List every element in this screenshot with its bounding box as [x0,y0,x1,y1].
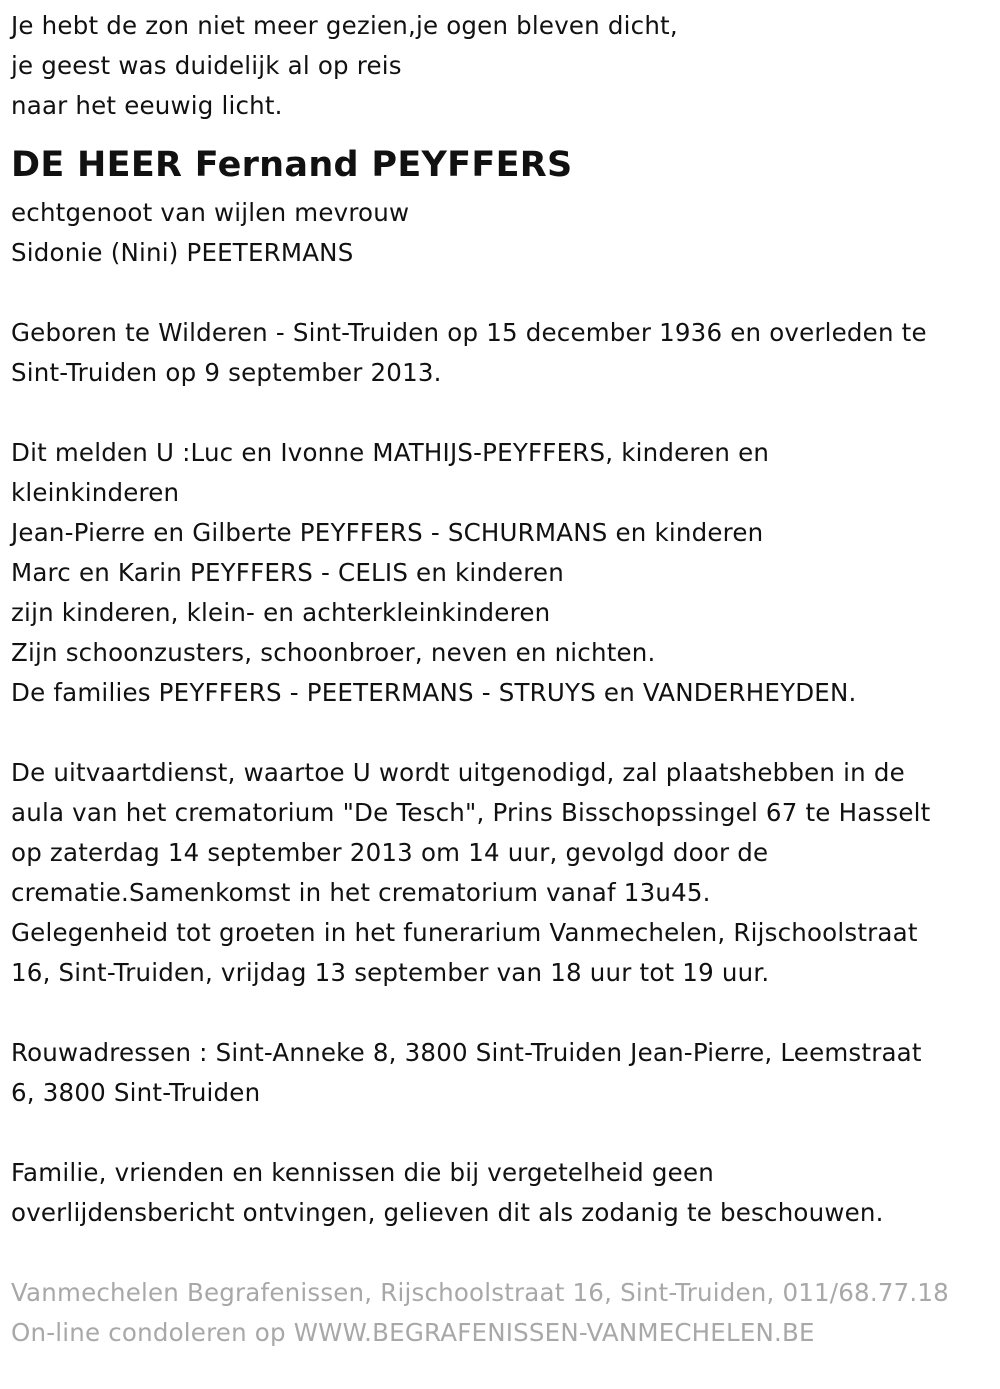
footer-contact: Vanmechelen Begrafenissen, Rijschoolstraat 16, Sint-Truiden, 011/68.77.18 [11,1278,949,1307]
family-line: zijn kinderen, klein- en achterkleinkinderen [11,598,551,627]
poem-line: je geest was duidelijk al op reis [11,51,402,80]
family-section [11,433,996,713]
spacer [11,1113,996,1153]
spacer [11,713,996,753]
deceased-section [11,145,996,273]
spouse-line: Sidonie (Nini) PEETERMANS [11,238,354,267]
service-line: De uitvaartdienst, waartoe U wordt uitgenodigd, zal plaatshebben in de [11,758,905,787]
deceased-name: DE HEER Fernand PEYFFERS [11,145,573,185]
addresses-section [11,1033,996,1113]
service-line: aula van het crematorium "De Tesch", Prins Bisschopssingel 67 te Hasselt [11,798,931,827]
family-line: Zijn schoonzusters, schoonbroer, neven en nichten. [11,638,656,667]
spacer [11,273,996,313]
notice-line: overlijdensbericht ontvingen, gelieven dit als zodanig te beschouwen. [11,1198,884,1227]
family-line: Marc en Karin PEYFFERS - CELIS en kinderen [11,558,564,587]
obituary-notice [11,6,996,1353]
family-line: Dit melden U :Luc en Ivonne MATHIJS-PEYFFERS, kinderen en [11,438,770,467]
birth-death-line: Geboren te Wilderen - Sint-Truiden op 15 december 1936 en overleden te [11,318,927,347]
notice-line: Familie, vrienden en kennissen die bij vergetelheid geen [11,1158,714,1187]
footer-website: On-line condoleren op WWW.BEGRAFENISSEN-VANMECHELEN.BE [11,1318,815,1347]
notice-section [11,1153,996,1233]
spacer [11,993,996,1033]
poem-line: Je hebt de zon niet meer gezien,je ogen bleven dicht, [11,11,678,40]
service-line: 16, Sint-Truiden, vrijdag 13 september van 18 uur tot 19 uur. [11,958,770,987]
family-line: kleinkinderen [11,478,180,507]
poem [11,6,996,126]
birth-death-line: Sint-Truiden op 9 september 2013. [11,358,442,387]
address-line: 6, 3800 Sint-Truiden [11,1078,261,1107]
family-line: Jean-Pierre en Gilberte PEYFFERS - SCHURMANS en kinderen [11,518,764,547]
spouse-line: echtgenoot van wijlen mevrouw [11,198,410,227]
birth-death-section [11,313,996,393]
service-line: op zaterdag 14 september 2013 om 14 uur, gevolgd door de [11,838,769,867]
service-line: crematie.Samenkomst in het crematorium vanaf 13u45. [11,878,711,907]
poem-line: naar het eeuwig licht. [11,91,283,120]
service-line: Gelegenheid tot groeten in het funerarium Vanmechelen, Rijschoolstraat [11,918,918,947]
family-line: De families PEYFFERS - PEETERMANS - STRUYS en VANDERHEYDEN. [11,678,857,707]
footer [11,1273,996,1353]
spacer [11,393,996,433]
address-line: Rouwadressen : Sint-Anneke 8, 3800 Sint-Truiden Jean-Pierre, Leemstraat [11,1038,922,1067]
service-section [11,753,996,993]
spacer [11,1233,996,1273]
